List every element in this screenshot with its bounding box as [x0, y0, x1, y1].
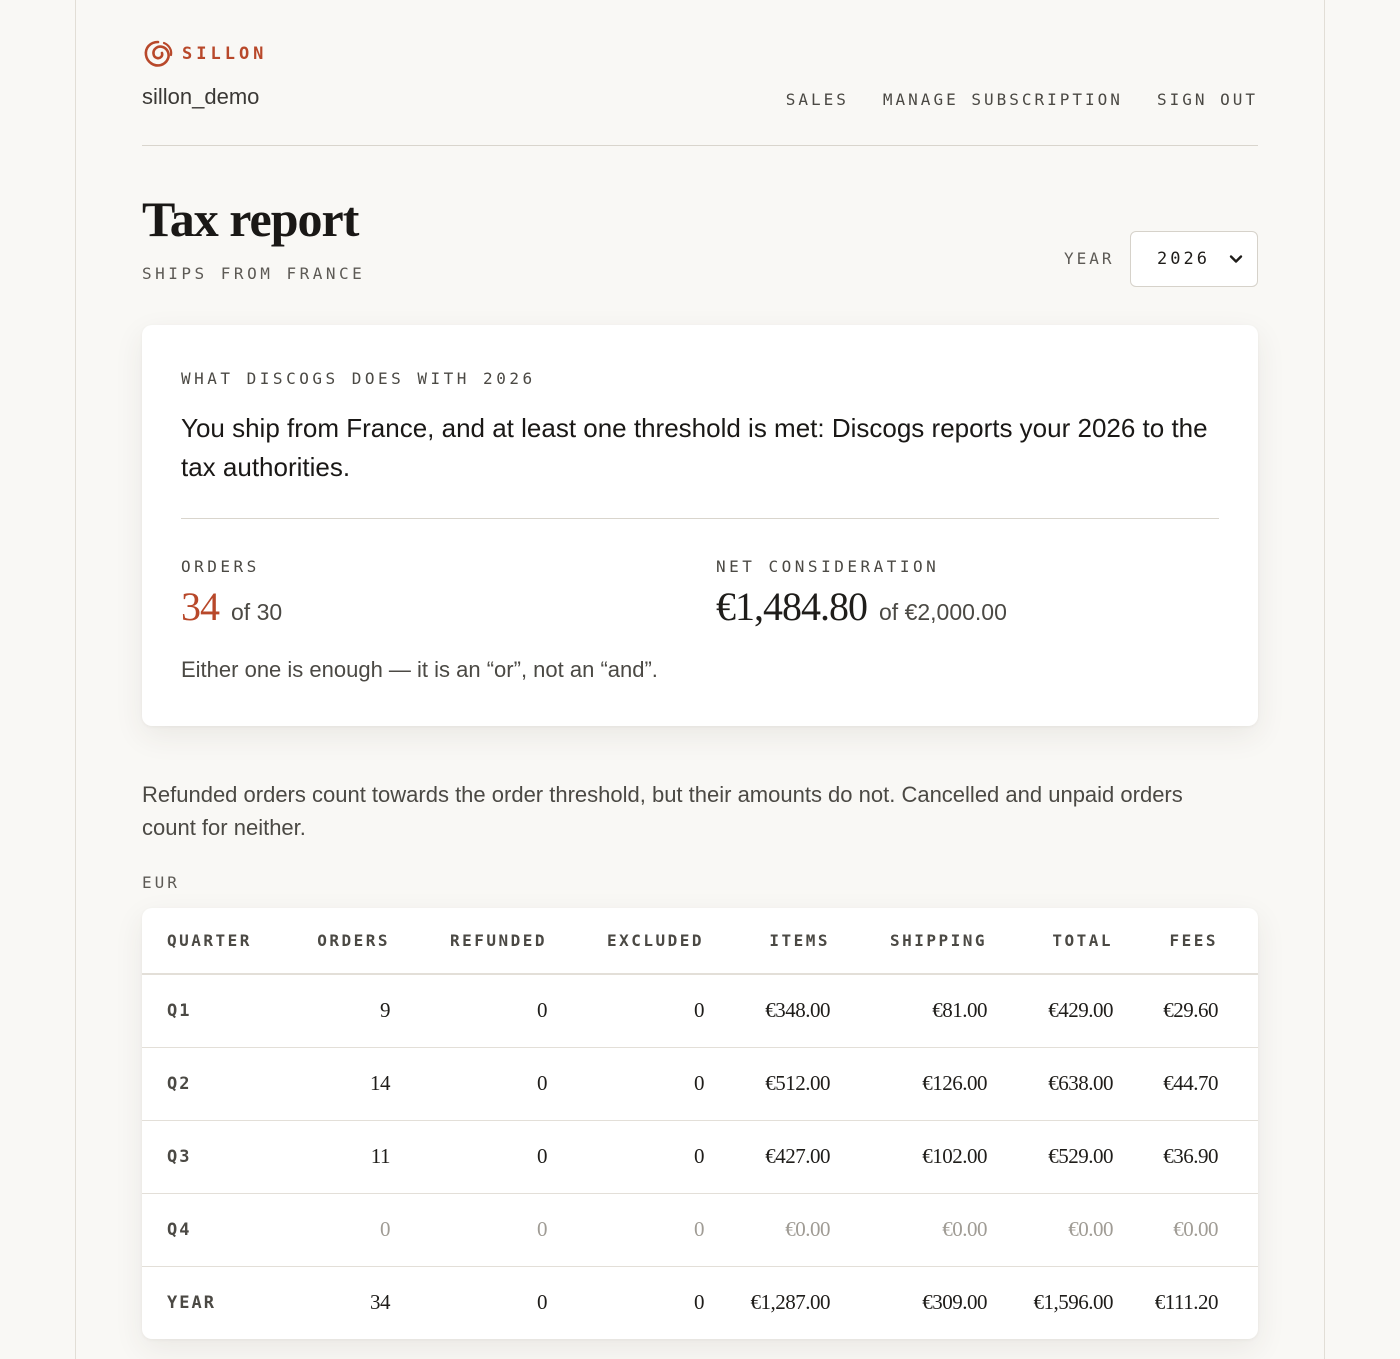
cell-shipping: €126.00: [830, 1047, 987, 1120]
cell-shipping: €81.00: [830, 974, 987, 1047]
cell-excluded: 0: [547, 1193, 704, 1266]
col-orders[interactable]: ORDERS: [277, 908, 390, 974]
cell-items: €512.00: [704, 1047, 830, 1120]
cell-quarter: Q1: [142, 974, 277, 1047]
orders-metric: [181, 583, 282, 630]
net-consideration-label: NET CONSIDERATION: [716, 557, 940, 576]
year-label: YEAR: [1064, 249, 1115, 268]
table-row: [142, 1047, 1258, 1120]
net-consideration-value: €1,484.80: [716, 584, 867, 629]
quarterly-table: [142, 908, 1258, 1339]
cell-orders: 14: [277, 1047, 390, 1120]
table-header-row: [142, 908, 1258, 974]
cell-fees: €36.90: [1113, 1120, 1258, 1193]
cell-refunded: 0: [390, 1193, 547, 1266]
cell-fees: €44.70: [1113, 1047, 1258, 1120]
net-consideration-metric: [716, 583, 1007, 630]
cell-total: €529.00: [987, 1120, 1113, 1193]
quarterly-table-card: [142, 908, 1258, 1339]
col-total[interactable]: TOTAL: [987, 908, 1113, 974]
threshold-card: [142, 325, 1258, 726]
cell-fees: €111.20: [1154, 1290, 1218, 1315]
col-excluded[interactable]: EXCLUDED: [547, 908, 704, 974]
orders-label: ORDERS: [181, 557, 260, 576]
cell-refunded: 0: [390, 1047, 547, 1120]
cell-refunded: 0: [390, 1120, 547, 1193]
cell-orders: 34: [370, 1290, 390, 1315]
cell-orders: 9: [277, 974, 390, 1047]
orders-threshold: of 30: [231, 599, 283, 625]
cell-items: €0.00: [704, 1193, 830, 1266]
orders-value: 34: [181, 584, 219, 629]
cell-items: €427.00: [704, 1120, 830, 1193]
cell-shipping: €102.00: [830, 1120, 987, 1193]
cell-excluded: 0: [547, 1120, 704, 1193]
nav-manage-subscription[interactable]: MANAGE SUBSCRIPTION: [882, 90, 1123, 109]
nav-sales[interactable]: SALES: [785, 90, 849, 109]
col-shipping[interactable]: SHIPPING: [830, 908, 987, 974]
cell-orders: 11: [277, 1120, 390, 1193]
cell-quarter: Q4: [142, 1193, 277, 1266]
top-nav: [786, 90, 1258, 109]
cell-quarter: YEAR: [167, 1292, 216, 1313]
nav-sign-out[interactable]: SIGN OUT: [1156, 90, 1258, 109]
header-divider: [142, 145, 1258, 146]
page-title: Tax report: [142, 191, 359, 247]
refund-explanation: Refunded orders count towards the order threshold, but their amounts do not. Cancelled and unpaid orders count for neither.: [142, 782, 1183, 840]
cell-total: €0.00: [987, 1193, 1113, 1266]
cell-fees: €29.60: [1113, 974, 1258, 1047]
cell-shipping: €309.00: [922, 1290, 987, 1315]
brand-name: SILLON: [182, 44, 268, 64]
brand[interactable]: [142, 38, 267, 70]
cell-items: €348.00: [704, 974, 830, 1047]
username: sillon_demo: [142, 84, 260, 109]
currency-label: EUR: [142, 873, 180, 892]
spiral-logo-icon: [142, 38, 174, 70]
table-row: [142, 1120, 1258, 1193]
cell-items: €1,287.00: [750, 1290, 830, 1315]
cell-total: €638.00: [987, 1047, 1113, 1120]
cell-quarter: Q3: [142, 1120, 277, 1193]
cell-total: €429.00: [987, 974, 1113, 1047]
cell-refunded: 0: [390, 974, 547, 1047]
chevron-down-icon: [1228, 251, 1244, 272]
year-select[interactable]: [1130, 231, 1258, 287]
cell-shipping: €0.00: [830, 1193, 987, 1266]
table-row-year-total: [142, 1266, 1258, 1339]
cell-refunded: 0: [537, 1290, 547, 1315]
col-fees[interactable]: FEES: [1113, 908, 1258, 974]
table-row: [142, 974, 1258, 1047]
threshold-note: Either one is enough — it is an “or”, not an “and”.: [181, 657, 658, 682]
net-consideration-threshold: of €2,000.00: [879, 599, 1007, 625]
cell-fees: €0.00: [1113, 1193, 1258, 1266]
page-subtitle: SHIPS FROM FRANCE: [142, 264, 366, 283]
cell-quarter: Q2: [142, 1047, 277, 1120]
cell-excluded: 0: [547, 974, 704, 1047]
cell-excluded: 0: [547, 1047, 704, 1120]
table-row: [142, 1193, 1258, 1266]
col-quarter[interactable]: QUARTER: [142, 908, 277, 974]
year-select-value: 2026: [1157, 249, 1210, 269]
card-divider: [181, 518, 1219, 519]
cell-orders: 0: [277, 1193, 390, 1266]
card-kicker: WHAT DISCOGS DOES WITH 2026: [181, 369, 536, 388]
col-refunded[interactable]: REFUNDED: [390, 908, 547, 974]
threshold-statement: You ship from France, and at least one threshold is met: Discogs reports your 2026 to the tax authorities.: [181, 413, 1208, 482]
cell-total: €1,596.00: [1033, 1290, 1113, 1315]
cell-excluded: 0: [694, 1290, 704, 1315]
col-items[interactable]: ITEMS: [704, 908, 830, 974]
